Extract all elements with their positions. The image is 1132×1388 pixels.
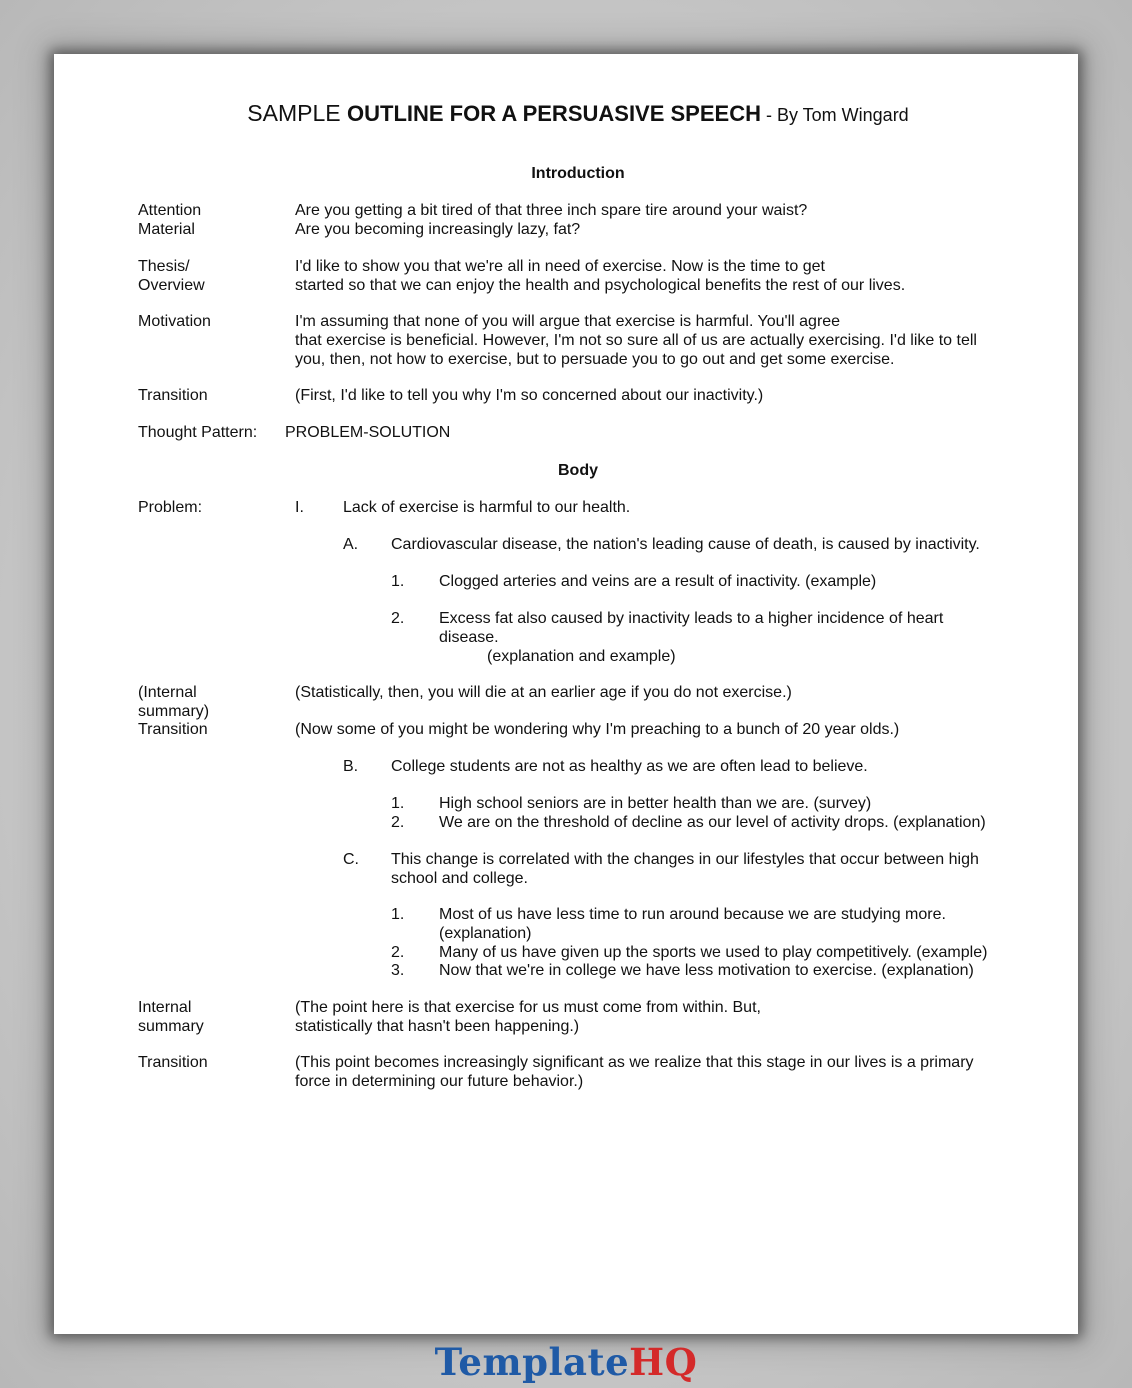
transition-3-text-2: force in determining our future behavior.) [295,1073,584,1090]
internal-summary-text: (Statistically, then, you will die at an earlier age if you do not exercise.) [295,684,792,701]
transition-2-text: (Now some of you might be wondering why I'm preaching to a bunch of 20 year olds.) [295,721,900,738]
motivation-text-3: you, then, not how to exercise, but to persuade you to go out and get some exercise. [295,351,895,368]
point-c-marker: C. [343,851,359,868]
thesis-text-2: started so that we can enjoy the health and psychological benefits the rest of our lives. [295,277,906,294]
logo-part-hq: HQ [629,1340,698,1384]
internal-summary-2-text: (The point here is that exercise for us must come from within. But, [295,999,761,1016]
introduction-heading: Introduction [531,165,625,182]
point-b1-marker: 1. [391,795,405,812]
roman-numeral-1: I. [295,499,304,516]
thought-pattern-text: PROBLEM-SOLUTION [285,424,451,441]
document-page [54,54,1078,1334]
internal-summary-2-label: Internal [138,999,192,1016]
templatehq-logo [0,1340,1132,1384]
transition-2-label: Transition [138,721,208,738]
point-b2-text: We are on the threshold of decline as our level of activity drops. (explanation) [439,814,986,831]
point-a2-text: Excess fat also caused by inactivity leads to a higher incidence of heart [439,610,944,627]
point-b1-text: High school seniors are in better health than we are. (survey) [439,795,872,812]
internal-summary-2-label-2: summary [138,1018,204,1035]
point-b-text: College students are not as healthy as we are often lead to believe. [391,758,868,775]
point-b-marker: B. [343,758,359,775]
internal-summary-2-text-2: statistically that hasn't been happening.) [295,1018,580,1035]
internal-summary-label-2: summary) [138,703,210,720]
roman-1-text: Lack of exercise is harmful to our health. [343,499,631,516]
point-a2-text-2: disease. [439,629,499,646]
point-a-text: Cardiovascular disease, the nation's leading cause of death, is caused by inactivity. [391,536,980,553]
attention-text-2: Are you becoming increasingly lazy, fat? [295,221,581,238]
point-c3-text: Now that we're in college we have less motivation to exercise. (explanation) [439,962,974,979]
point-c-text: This change is correlated with the changes in our lifestyles that occur between high [391,851,979,868]
point-c2-marker: 2. [391,944,405,961]
title-prefix: SAMPLE [247,100,347,126]
title-byline: - By Tom Wingard [760,105,909,125]
logo-part-template: Template [434,1340,630,1384]
point-b2-marker: 2. [391,814,405,831]
motivation-label: Motivation [138,313,211,330]
attention-label: Attention [138,202,202,219]
transition-text: (First, I'd like to tell you why I'm so concerned about our inactivity.) [295,387,764,404]
thesis-label: Thesis/ [138,258,190,275]
point-c-text-2: school and college. [391,870,528,887]
transition-3-label: Transition [138,1054,208,1071]
point-a1-text: Clogged arteries and veins are a result of inactivity. (example) [439,573,877,590]
point-c3-marker: 3. [391,962,405,979]
title-main: OUTLINE FOR A PERSUASIVE SPEECH [347,101,761,126]
point-c1-text-2: (explanation) [439,925,532,942]
motivation-text: I'm assuming that none of you will argue that exercise is harmful. You'll agree [295,313,841,330]
motivation-text-2: that exercise is beneficial. However, I'm not so sure all of us are actually exercising. I'd like to tell [295,332,977,349]
point-a-marker: A. [343,536,359,553]
point-a2-text-3: (explanation and example) [487,648,676,665]
attention-text: Are you getting a bit tired of that three inch spare tire around your waist? [295,202,808,219]
point-c1-marker: 1. [391,906,405,923]
problem-label: Problem: [138,499,203,516]
point-c2-text: Many of us have given up the sports we used to play competitively. (example) [439,944,988,961]
point-a2-marker: 2. [391,610,405,627]
body-heading: Body [558,462,598,479]
internal-summary-label: (Internal [138,684,197,701]
point-c1-text: Most of us have less time to run around because we are studying more. [439,906,946,923]
attention-label-2: Material [138,221,195,238]
point-a1-marker: 1. [391,573,405,590]
thesis-text: I'd like to show you that we're all in need of exercise. Now is the time to get [295,258,825,275]
thesis-label-2: Overview [138,277,205,294]
thought-pattern-label: Thought Pattern: [138,424,258,441]
transition-label: Transition [138,387,208,404]
transition-3-text: (This point becomes increasingly significant as we realize that this stage in our lives is a primary [295,1054,974,1071]
document-title [54,100,1102,127]
